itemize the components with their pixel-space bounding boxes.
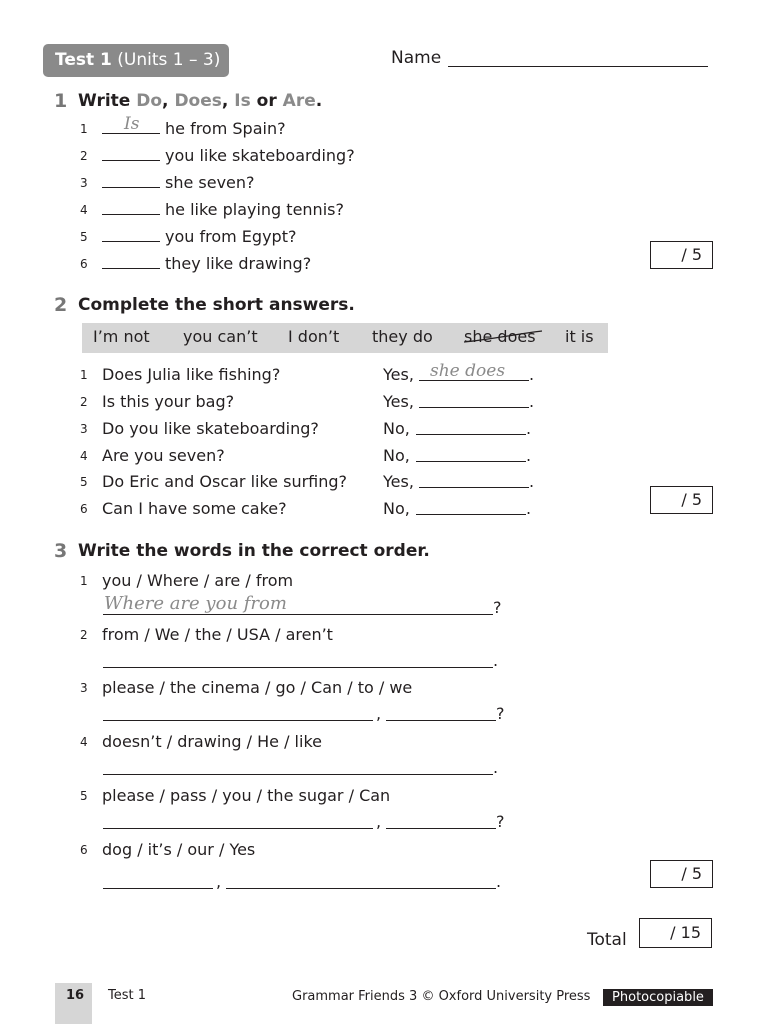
answer-blank[interactable]: [419, 407, 529, 408]
footer-publisher: Grammar Friends 3 © Oxford University Press: [292, 989, 591, 1004]
s2-answer-start: No,: [383, 499, 410, 518]
answer-blank[interactable]: [102, 227, 160, 242]
section3-title: Write the words in the correct order.: [78, 541, 430, 561]
s1-item: [102, 200, 344, 219]
footer-test-label: Test 1: [108, 988, 147, 1003]
s2-question: Do Eric and Oscar like surfing?: [102, 472, 348, 491]
s2-item-number: 1: [80, 368, 88, 382]
s3-item-number: 6: [80, 843, 88, 857]
s1-item-number: 4: [80, 203, 88, 217]
s1-item: [102, 254, 311, 273]
answer-line[interactable]: [226, 888, 496, 889]
s2-question: Are you seven?: [102, 446, 225, 465]
s3-scrambled-words: you / Where / are / from: [102, 571, 294, 590]
s3-example-answer: Where are you from: [104, 593, 287, 614]
s3-scrambled-words: doesn’t / drawing / He / like: [102, 732, 322, 751]
s1-item-text: you like skateboarding?: [165, 146, 355, 165]
section3-number: 3: [54, 540, 68, 562]
answer-blank[interactable]: [416, 434, 526, 435]
answer-blank[interactable]: [416, 514, 526, 515]
s3-scrambled-words: please / the cinema / go / Can / to / we: [102, 678, 413, 697]
answer-line[interactable]: [103, 828, 373, 829]
word-bank-item: I don’t: [288, 327, 340, 346]
strikethrough-mark: [462, 330, 544, 346]
answer-line[interactable]: [386, 828, 496, 829]
s2-item-number: 3: [80, 422, 88, 436]
answer-blank[interactable]: [102, 173, 160, 188]
word-is: Is: [234, 91, 251, 111]
answer-blank[interactable]: [416, 461, 526, 462]
s3-item-number: 5: [80, 789, 88, 803]
s2-answer-start: No,: [383, 446, 410, 465]
s2-item-number: 6: [80, 502, 88, 516]
s1-item-number: 5: [80, 230, 88, 244]
photocopiable-badge: Photocopiable: [603, 989, 713, 1006]
s2-item-number: 4: [80, 449, 88, 463]
units-label: (Units 1 – 3): [117, 50, 221, 70]
s3-scrambled-words: please / pass / you / the sugar / Can: [102, 786, 391, 805]
s2-question: Does Julia like fishing?: [102, 365, 281, 384]
answer-line[interactable]: [103, 774, 493, 775]
s2-answer-start: Yes,: [383, 365, 414, 384]
s1-item-number: 3: [80, 176, 88, 190]
s2-item-number: 5: [80, 475, 88, 489]
s1-item-number: 6: [80, 257, 88, 271]
s2-example-answer: she does: [430, 361, 506, 381]
total-label: Total: [587, 930, 627, 950]
s1-item-number: 1: [80, 122, 88, 136]
s3-scrambled-words: dog / it’s / our / Yes: [102, 840, 256, 859]
s1-item-text: you from Egypt?: [165, 227, 297, 246]
section1-title: Write Do, Does, Is or Are.: [78, 91, 323, 111]
answer-blank[interactable]: [102, 254, 160, 269]
section2-title: Complete the short answers.: [78, 295, 355, 315]
answer-line[interactable]: [103, 614, 493, 615]
s2-item-number: 2: [80, 395, 88, 409]
s1-item-number: 2: [80, 149, 88, 163]
word-bank-item: they do: [372, 327, 433, 346]
answer-line[interactable]: [103, 667, 493, 668]
s1-item: [102, 227, 296, 246]
section1-number: 1: [54, 90, 68, 112]
word-do: Do: [136, 91, 163, 111]
total-score-box: / 15: [639, 918, 712, 948]
s1-item: [102, 173, 255, 192]
s2-answer-start: Yes,: [383, 392, 414, 411]
section1-score-box: / 5: [650, 241, 713, 269]
word-bank-item: you can’t: [183, 327, 258, 346]
s2-question: Do you like skateboarding?: [102, 419, 319, 438]
word-does: Does: [174, 91, 222, 111]
section2-score-box: / 5: [650, 486, 713, 514]
page-number: 16: [66, 988, 85, 1003]
word-are: Are: [282, 91, 316, 111]
s3-scrambled-words: from / We / the / USA / aren’t: [102, 625, 333, 644]
section3-score-box: / 5: [650, 860, 713, 888]
s2-answer-start: Yes,: [383, 472, 414, 491]
s1-item-text: they like drawing?: [165, 254, 312, 273]
test-title-badge: [43, 44, 229, 77]
section2-number: 2: [54, 294, 68, 316]
answer-line[interactable]: [386, 720, 496, 721]
name-label: Name: [391, 48, 442, 68]
s1-item-text: he like playing tennis?: [165, 200, 344, 219]
word-bank-item-used: she does: [464, 327, 536, 346]
word-or: or: [256, 91, 277, 111]
s3-item-number: 4: [80, 735, 88, 749]
s3-item-number: 3: [80, 681, 88, 695]
answer-blank[interactable]: [102, 200, 160, 215]
s3-item-number: 2: [80, 628, 88, 642]
s1-item-text: he from Spain?: [165, 119, 286, 138]
word-bank-item: I’m not: [93, 327, 150, 346]
answer-blank[interactable]: [419, 487, 529, 488]
s2-question: Can I have some cake?: [102, 499, 287, 518]
answer-line[interactable]: [103, 720, 373, 721]
answer-line[interactable]: [103, 888, 213, 889]
s2-answer-start: No,: [383, 419, 410, 438]
test-label: Test 1: [55, 50, 112, 70]
section1-title-write: Write: [78, 91, 131, 111]
s1-item-text: she seven?: [165, 173, 255, 192]
word-bank-item: it is: [565, 327, 594, 346]
s1-item: [102, 146, 355, 165]
s1-example-answer: Is: [124, 114, 140, 134]
s3-item-number: 1: [80, 574, 88, 588]
s2-question: Is this your bag?: [102, 392, 235, 411]
name-field[interactable]: [448, 66, 708, 67]
answer-blank[interactable]: [102, 146, 160, 161]
